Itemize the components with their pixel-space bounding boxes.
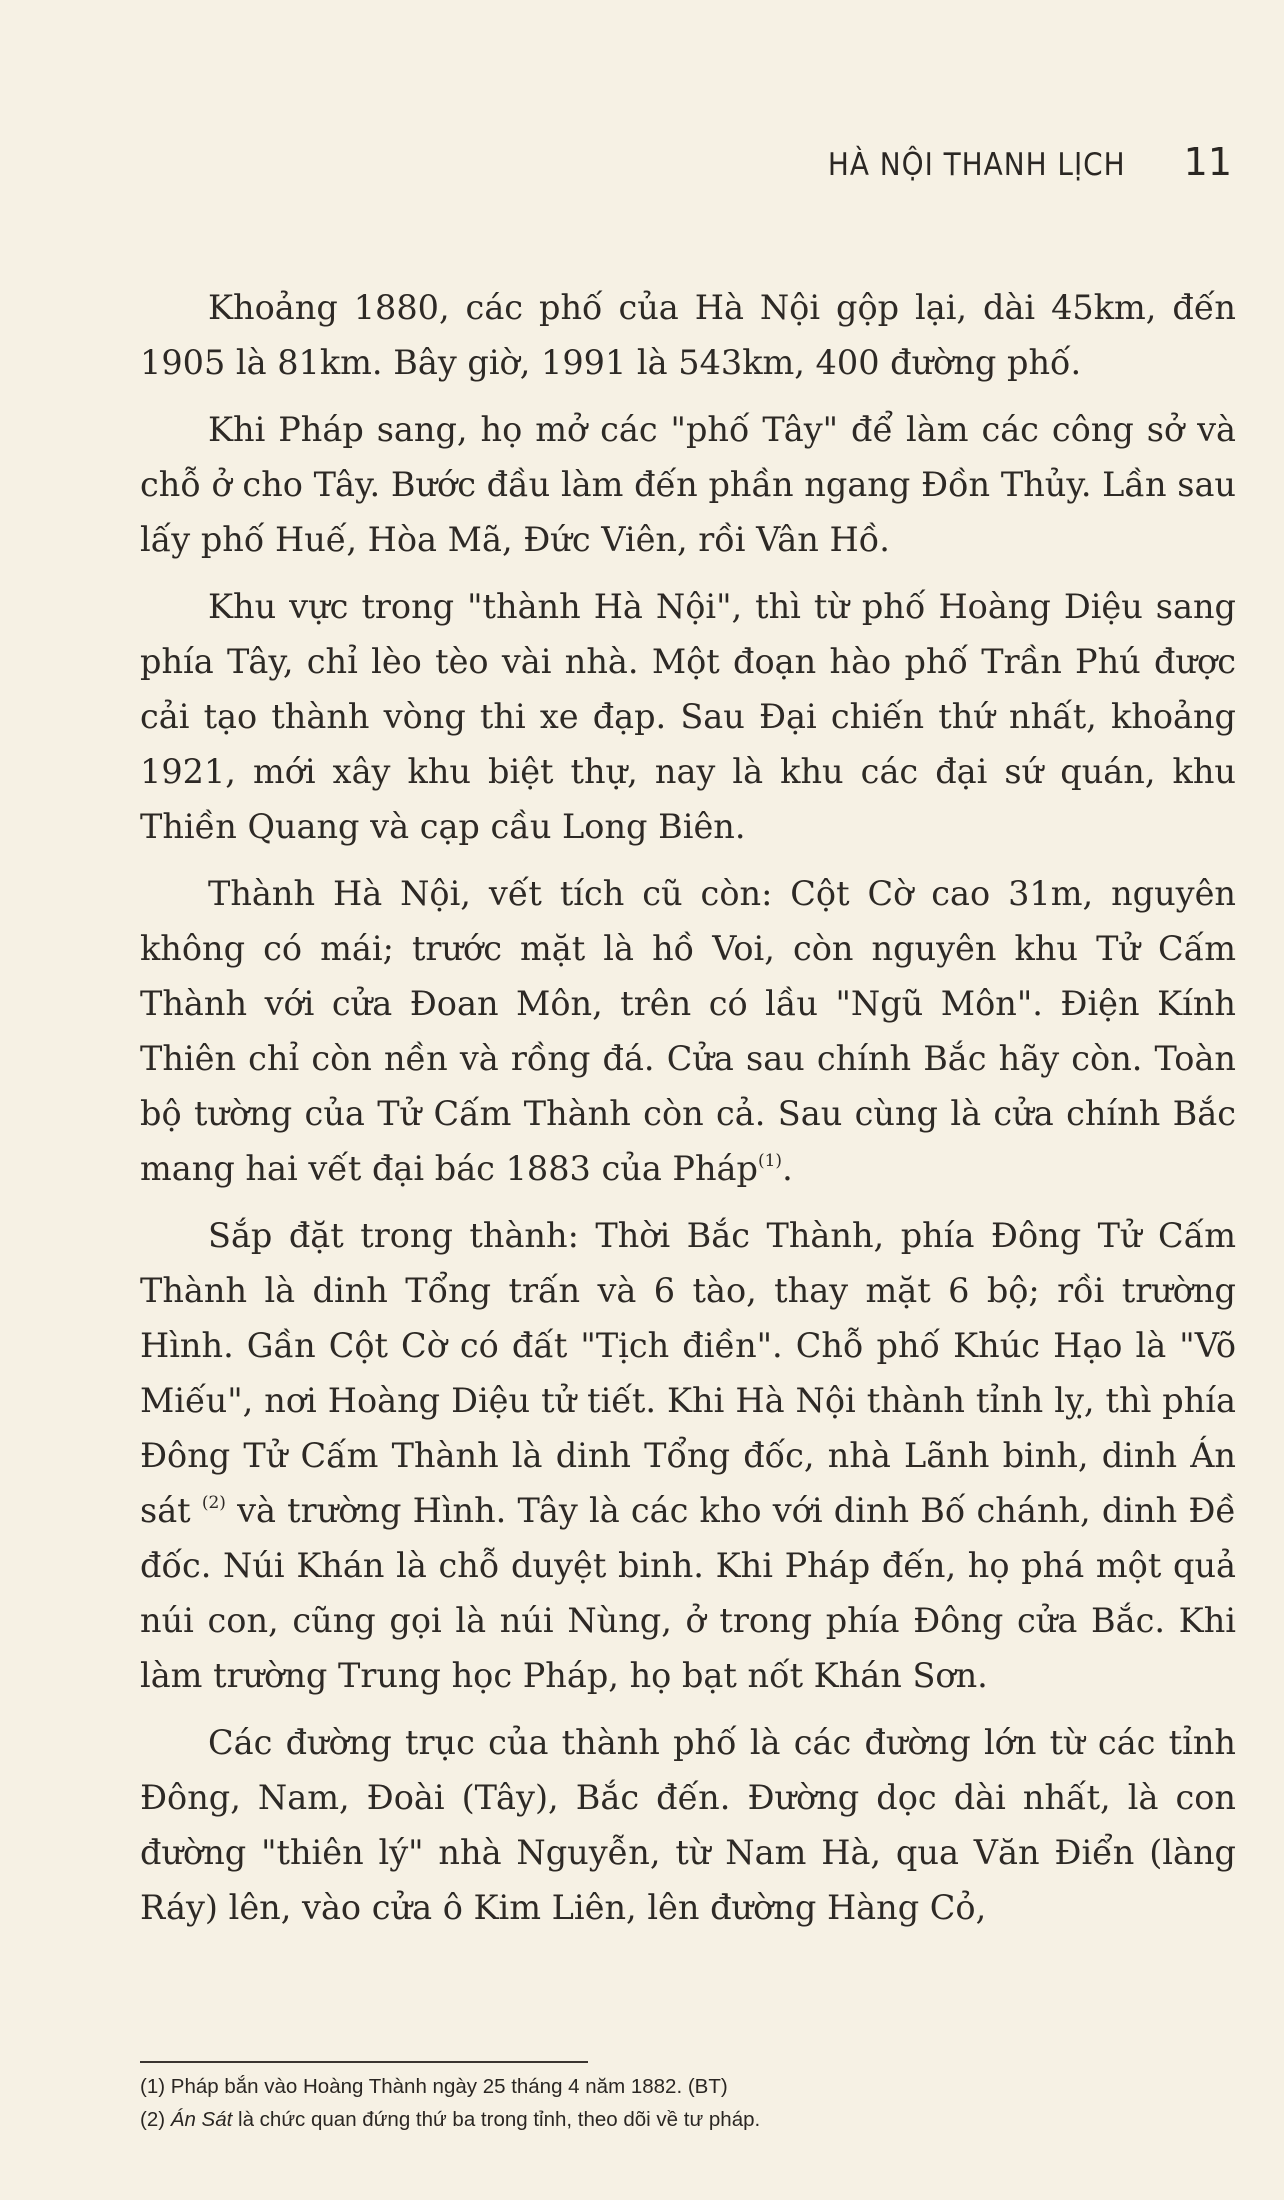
footnote-2 [140, 2103, 1236, 2136]
footnote-marker: (1) [140, 2075, 166, 2098]
footnote-ref-2: (2) [201, 1493, 226, 1513]
paragraph: Các đường trục của thành phố là các đường lớn từ các tỉnh Đông, Nam, Đoài (Tây), Bắc đến. Đường dọc dài nhất, là con đường "thiên lý" nhà Nguyễn, từ Nam Hà, qua Văn Điển (làng Ráy) lên, vào cửa ô Kim Liên, lên đường Hàng Cỏ, [140, 1723, 1236, 1927]
footnote-divider [140, 2061, 588, 2063]
paragraph: Khu vực trong "thành Hà Nội", thì từ phố Hoàng Diệu sang phía Tây, chỉ lèo tèo vài nhà. Một đoạn hào phố Trần Phú được cải tạo thành vòng thi xe đạp. Sau Đại chiến thứ nhất, khoảng 1921, mới xây khu biệt thự, nay là khu các đại sứ quán, khu Thiền Quang và cạp cầu Long Biên. [140, 587, 1236, 846]
paragraph-text-after: và trường Hình. Tây là các kho với dinh Bố chánh, dinh Đề đốc. Núi Khán là chỗ duyệt binh. Khi Pháp đến, họ phá một quả núi con, cũng gọi là núi Nùng, ở trong phía Đông cửa Bắc. Khi làm trường Trung học Pháp, họ bạt nốt Khán Sơn. [140, 1491, 1236, 1695]
footnote-ref-1: (1) [757, 1151, 783, 1171]
footnote-text: Pháp bắn vào Hoàng Thành ngày 25 tháng 4 năm 1882. (BT) [170, 2075, 728, 2098]
footnote-text: là chức quan đứng thứ ba trong tỉnh, theo dõi về tư pháp. [238, 2108, 761, 2131]
paragraph: Khi Pháp sang, họ mở các "phố Tây" để làm các công sở và chỗ ở cho Tây. Bước đầu làm đến phần ngang Đồn Thủy. Lần sau lấy phố Huế, Hòa Mã, Đức Viên, rồi Vân Hồ. [140, 410, 1236, 559]
footnote-term: Án Sát [170, 2108, 233, 2131]
paragraph [140, 1208, 1236, 1703]
running-title: HÀ NỘI THANH LỊCH [827, 147, 1126, 183]
footnote-marker: (2) [140, 2108, 166, 2131]
footnote-1 [140, 2070, 1236, 2103]
page-number: 11 [1183, 140, 1232, 184]
paragraph [140, 866, 1236, 1196]
footnotes [140, 2070, 1236, 2136]
paragraph: Khoảng 1880, các phố của Hà Nội gộp lại, dài 45km, đến 1905 là 81km. Bây giờ, 1991 là 543km, 400 đường phố. [140, 288, 1236, 382]
paragraph-text: Thành Hà Nội, vết tích cũ còn: Cột Cờ cao 31m, nguyên không có mái; trước mặt là hồ Voi, còn nguyên khu Tử Cấm Thành với cửa Đoan Môn, trên có lầu "Ngũ Môn". Điện Kính Thiên chỉ còn nền và rồng đá. Cửa sau chính Bắc hãy còn. Toàn bộ tường của Tử Cấm Thành còn cả. Sau cùng là cửa chính Bắc mang hai vết đại bác 1883 của Pháp [140, 874, 1236, 1188]
paragraph-text: Sắp đặt trong thành: Thời Bắc Thành, phía Đông Tử Cấm Thành là dinh Tổng trấn và 6 tào, thay mặt 6 bộ; rồi trường Hình. Gần Cột Cờ có đất "Tịch điền". Chỗ phố Khúc Hạo là "Võ Miếu", nơi Hoàng Diệu tử tiết. Khi Hà Nội thành tỉnh lỵ, thì phía Đông Tử Cấm Thành là dinh Tổng đốc, nhà Lãnh binh, dinh Án sát [140, 1216, 1236, 1530]
running-header [828, 140, 1232, 184]
paragraph-text-after: . [782, 1149, 793, 1188]
body-text [140, 280, 1236, 1947]
